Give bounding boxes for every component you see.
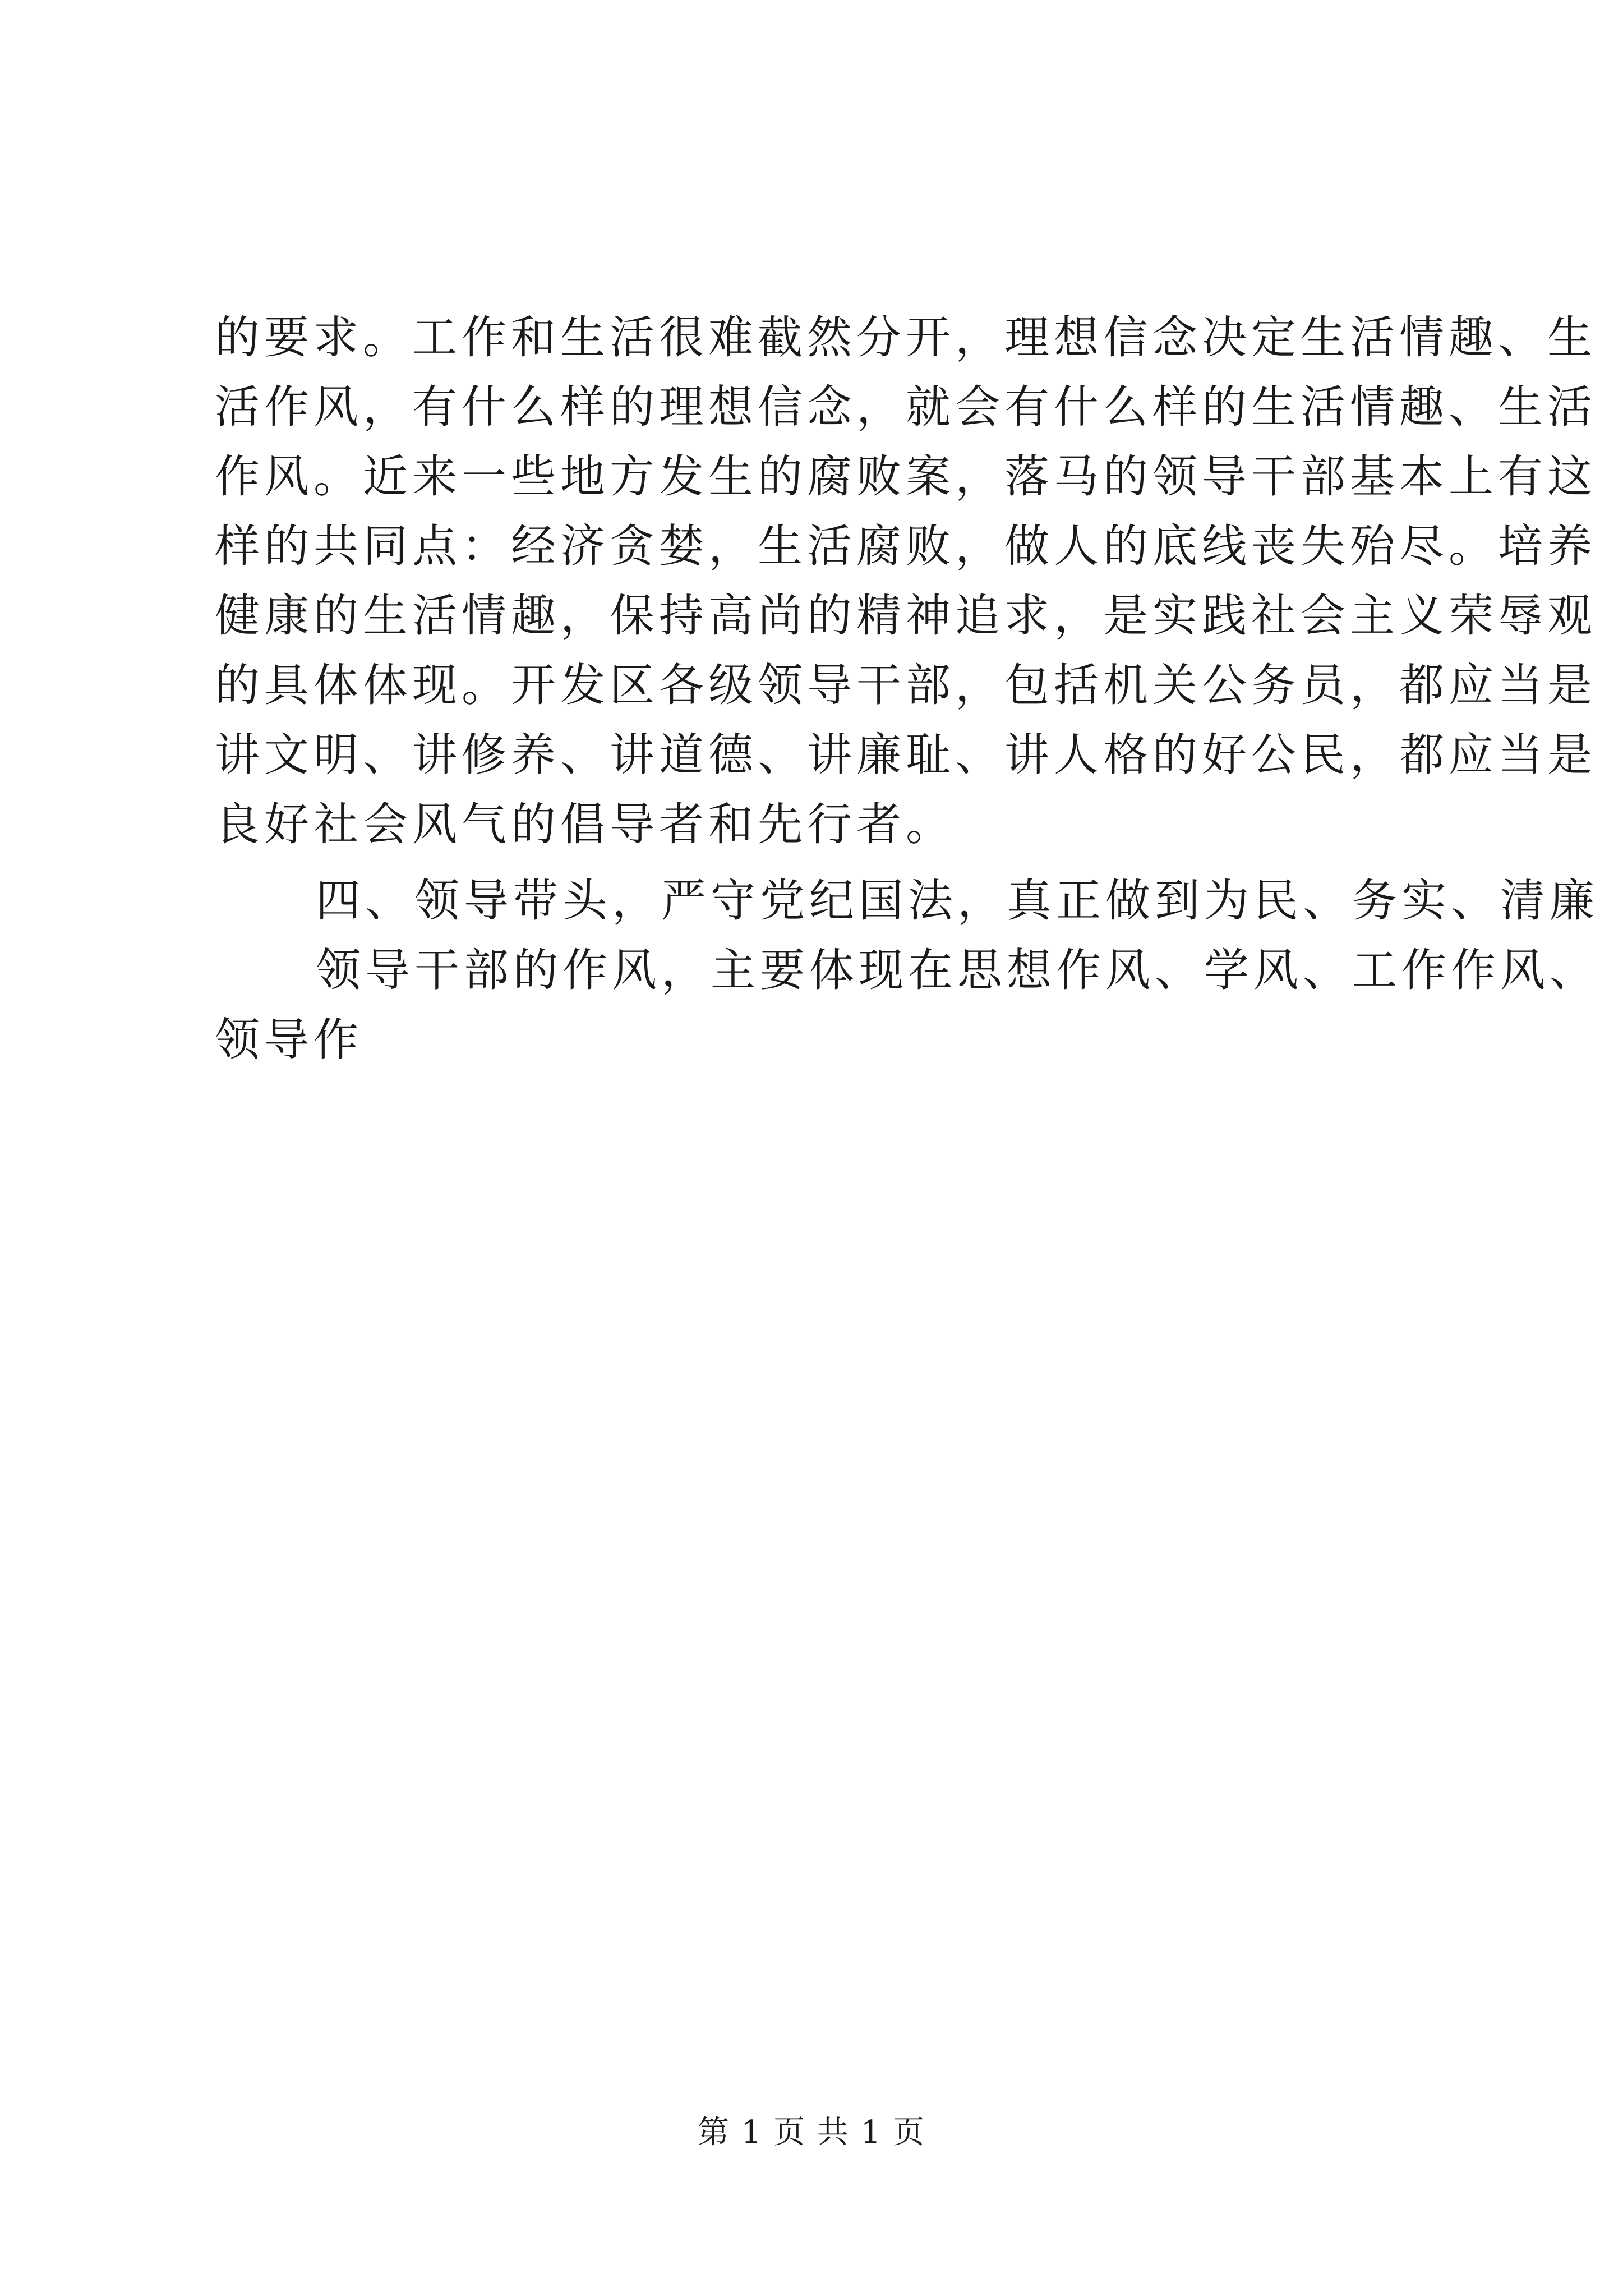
paragraph-line: 的具体体现。开发区各级领导干部，包括机关公务员，都应当是 (215, 659, 1597, 711)
paragraph-line: 的要求。工作和生活很难截然分开，理想信念决定生活情趣、生 (215, 311, 1597, 364)
paragraph-line: 领导作 (215, 1014, 363, 1066)
paragraph-line: 领导干部的作风，主要体现在思想作风、学风、工作作风、 (316, 944, 1599, 996)
paragraph-line: 活作风，有什么样的理想信念，就会有什么样的生活情趣、生活 (215, 381, 1597, 433)
page-footer: 第 1 页 共 1 页 (697, 2114, 926, 2151)
paragraph-line: 作风。近来一些地方发生的腐败案，落马的领导干部基本上有这 (215, 450, 1597, 503)
document-body (215, 303, 1599, 1075)
section-heading: 四、领导带头，严守党纪国法，真正做到为民、务实、清廉 (316, 875, 1599, 927)
paragraph-line: 健康的生活情趣，保持高尚的精神追求，是实践社会主义荣辱观 (215, 590, 1597, 642)
paragraph-line: 样的共同点：经济贪婪，生活腐败，做人的底线丧失殆尽。培养 (215, 520, 1597, 572)
paragraph-line: 良好社会风气的倡导者和先行者。 (215, 798, 955, 850)
paragraph-line: 讲文明、讲修养、讲道德、讲廉耻、讲人格的好公民，都应当是 (215, 729, 1597, 781)
